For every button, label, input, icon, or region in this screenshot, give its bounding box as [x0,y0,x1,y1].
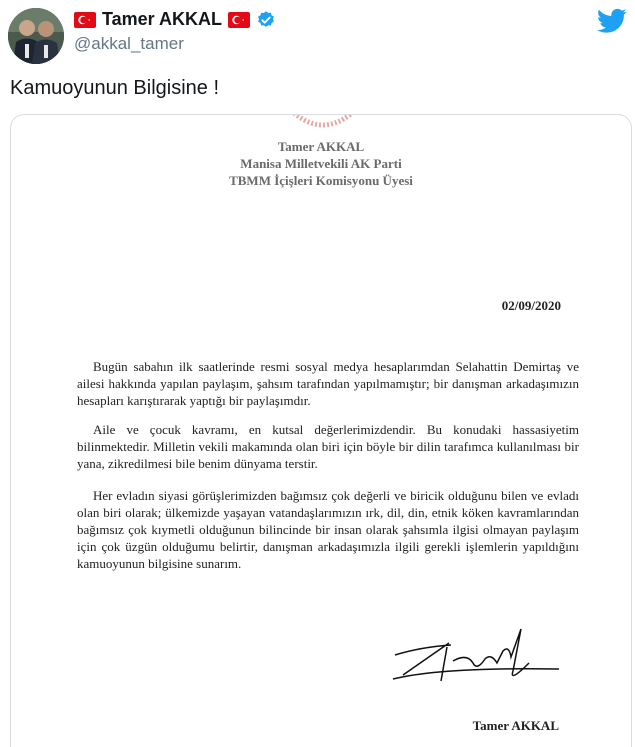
author-handle[interactable]: @akkal_tamer [74,34,184,53]
letter-paragraph [77,421,579,472]
turkey-flag-icon [228,12,250,28]
letterhead-title: Manisa Milletvekili AK Parti [240,156,402,171]
letter-paragraph [77,487,579,572]
paragraph-text: Bugün sabahın ilk saatlerinde resmi sosyal medya hesaplarımdan Selahattin Demirtaş ve ailesi hakkında yapılan paylaşım, şahsım tarafından yapılmamıştır; bir danışman arkadaşımızın hesapları karıştırarak yaptığı bir paylaşımdır. [77,359,579,408]
handwritten-signature [381,623,561,693]
paragraph-text: Her evladın siyasi görüşlerimizden bağımsız çok değerli ve biricik olduğunu bilen ve evladı olan biri olarak; ülkemizde yaşayan vatandaşlarımızın ırk, dil, din, etnik köken kavramlarından bağımsız çok kıymetli olduğunun bilincinde bir insan olarak şahsımla ilgisi olmayan paylaşım için çok üzgün olduğumu belirtir, danışman arkadaşımızla ilgili gerekli işlemlerin yapıldığını kamuoyunun bilgisine sunarım. [77,488,579,571]
signature-name: Tamer AKKAL [472,718,559,733]
display-name[interactable]: Tamer AKKAL [102,9,223,29]
parliament-seal-logo [288,114,358,129]
letterhead-name: Tamer AKKAL [277,139,365,154]
twitter-bird-icon[interactable] [597,8,627,34]
turkey-flag-icon [74,12,96,28]
letter-date: 02/09/2020 [501,298,561,313]
tweet-text: Kamuoyunun Bilgisine ! [10,77,220,99]
avatar[interactable] [8,8,64,64]
verified-badge-icon [256,10,276,30]
author-name-row[interactable] [74,9,276,30]
letter-paragraph [77,358,579,409]
avatar-photo [8,8,64,64]
tweet-media-letter[interactable] [10,114,632,747]
letterhead-committee: TBMM İçişleri Komisyonu Üyesi [229,173,413,188]
paragraph-text: Aile ve çocuk kavramı, en kutsal değerlerimizdendir. Bu konudaki hassasiyetim bilinmektedir. Milletin vekili makamında olan biri için böyle bir dilin tarafımca kullanılması bir yana, zikredilmesi bile benim dünyama terstir. [77,422,579,471]
